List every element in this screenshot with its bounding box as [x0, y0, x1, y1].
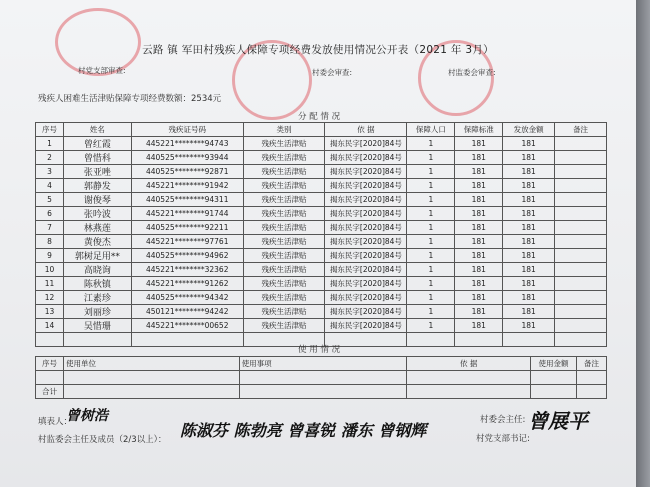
- col-header: 序号: [36, 357, 64, 371]
- table-cell: 揭东民字[2020]84号: [325, 263, 407, 277]
- supervisors-signatures: 陈淑芬 陈勃亮 曾喜锐 潘东 曾钢辉: [180, 421, 427, 440]
- table-cell: [555, 291, 607, 305]
- table-cell: 残疾生活津贴: [243, 179, 325, 193]
- table-cell: 残疾生活津贴: [243, 263, 325, 277]
- table-cell: 445221********91744: [131, 207, 243, 221]
- distribution-table: [35, 122, 607, 347]
- table-cell: 4: [36, 179, 64, 193]
- supervisors-label: 村监委会主任及成员（2/3以上）：: [38, 435, 167, 445]
- secretary-label: 村党支部书记:: [476, 434, 530, 444]
- table-row: [36, 221, 607, 235]
- usage-total-row: [36, 385, 607, 399]
- table-cell: [555, 319, 607, 333]
- table-cell: 残疾生活津贴: [243, 207, 325, 221]
- table-cell: 445221********94743: [131, 137, 243, 151]
- table-row: [36, 305, 607, 319]
- table-cell: 181: [503, 291, 555, 305]
- page-edge-shadow: [636, 0, 650, 487]
- table-cell: 181: [455, 165, 503, 179]
- table-cell: 5: [36, 193, 64, 207]
- table-cell: [555, 137, 607, 151]
- fund-amount-line: 残疾人困难生活津贴保障专项经费数额：2534元: [38, 94, 222, 104]
- table-cell: 揭东民字[2020]84号: [325, 151, 407, 165]
- table-cell: 残疾生活津贴: [243, 193, 325, 207]
- table-cell: 1: [407, 151, 455, 165]
- table-cell: 1: [407, 277, 455, 291]
- secretary-signature: 曾展平: [528, 409, 588, 433]
- table-cell: 揭东民字[2020]84号: [325, 207, 407, 221]
- col-header: 依 据: [325, 123, 407, 137]
- table-cell: 揭东民字[2020]84号: [325, 277, 407, 291]
- table-cell: 郭树足用**: [63, 249, 131, 263]
- table-cell: [555, 263, 607, 277]
- table-cell: 张吟波: [63, 207, 131, 221]
- table-cell: 谢俊琴: [63, 193, 131, 207]
- table-cell: 181: [455, 179, 503, 193]
- table-cell: 11: [36, 277, 64, 291]
- table-cell: 1: [407, 207, 455, 221]
- table-cell: 残疾生活津贴: [243, 165, 325, 179]
- col-header: 依 据: [407, 357, 531, 371]
- table-cell: 181: [503, 305, 555, 319]
- table-cell: 1: [407, 305, 455, 319]
- table-cell: 1: [407, 137, 455, 151]
- supervisory-review-label: 村监委会审查:: [448, 68, 496, 77]
- page-title: 云路 镇 军田村残疾人保障专项经费发放使用情况公开表（2021 年 3月）: [142, 44, 494, 56]
- table-cell: 445221********32362: [131, 263, 243, 277]
- table-cell: 181: [503, 277, 555, 291]
- table-cell: 曾红霞: [63, 137, 131, 151]
- table-cell: 揭东民字[2020]84号: [325, 291, 407, 305]
- table-cell: 残疾生活津贴: [243, 319, 325, 333]
- table-header-row: [36, 123, 607, 137]
- committee-review-label: 村委会审查:: [312, 68, 353, 77]
- table-cell: 181: [503, 151, 555, 165]
- table-cell: 1: [407, 221, 455, 235]
- col-header: 残疾证号码: [131, 123, 243, 137]
- table-cell: 13: [36, 305, 64, 319]
- col-header: 使用金额: [531, 357, 577, 371]
- table-cell: 7: [36, 221, 64, 235]
- table-row: [36, 179, 607, 193]
- table-cell: [555, 249, 607, 263]
- col-header: 备注: [576, 357, 606, 371]
- table-cell: 揭东民字[2020]84号: [325, 221, 407, 235]
- table-cell: 1: [407, 249, 455, 263]
- preparer-signature: 曾树浩: [66, 408, 108, 424]
- table-cell: 181: [503, 137, 555, 151]
- table-cell: 残疾生活津贴: [243, 291, 325, 305]
- table-cell: 郭静发: [63, 179, 131, 193]
- table-cell: 吴惜珊: [63, 319, 131, 333]
- table-cell: 江素珍: [63, 291, 131, 305]
- table-row: [36, 277, 607, 291]
- table-cell: 181: [455, 137, 503, 151]
- table-cell: 6: [36, 207, 64, 221]
- table-cell: [555, 151, 607, 165]
- table-cell: 181: [503, 179, 555, 193]
- table-cell: 1: [407, 179, 455, 193]
- table-cell: 181: [455, 151, 503, 165]
- table-cell: 揭东民字[2020]84号: [325, 193, 407, 207]
- table-cell: [555, 235, 607, 249]
- col-header: 序号: [36, 123, 64, 137]
- table-cell: 残疾生活津贴: [243, 305, 325, 319]
- table-row: [36, 235, 607, 249]
- table-cell: 揭东民字[2020]84号: [325, 165, 407, 179]
- col-header: 使用事项: [239, 357, 407, 371]
- total-label: 合计: [36, 385, 64, 399]
- table-cell: 445221********91942: [131, 179, 243, 193]
- table-cell: [555, 305, 607, 319]
- usage-table: [35, 356, 607, 399]
- table-cell: 10: [36, 263, 64, 277]
- table-cell: 181: [455, 193, 503, 207]
- table-cell: 揭东民字[2020]84号: [325, 319, 407, 333]
- table-cell: 181: [503, 235, 555, 249]
- table-cell: 1: [407, 235, 455, 249]
- table-cell: 440525********93944: [131, 151, 243, 165]
- table-cell: 181: [503, 207, 555, 221]
- preparer-label: 填表人：: [38, 417, 73, 427]
- table-cell: 181: [455, 291, 503, 305]
- col-header: 发放金额: [503, 123, 555, 137]
- table-cell: 2: [36, 151, 64, 165]
- table-cell: 1: [407, 263, 455, 277]
- table-cell: 181: [503, 319, 555, 333]
- table-cell: 揭东民字[2020]84号: [325, 305, 407, 319]
- section-usage-title: 使 用 情 况: [298, 345, 341, 355]
- table-cell: 445221********00652: [131, 319, 243, 333]
- party-secretary-review-label: 村党支部审查:: [78, 66, 126, 75]
- table-cell: 181: [455, 277, 503, 291]
- table-cell: 陈秋镇: [63, 277, 131, 291]
- table-cell: 1: [407, 291, 455, 305]
- table-cell: 181: [503, 221, 555, 235]
- usage-header-row: [36, 357, 607, 371]
- table-cell: 9: [36, 249, 64, 263]
- table-cell: 3: [36, 165, 64, 179]
- table-cell: 181: [503, 193, 555, 207]
- table-row: [36, 193, 607, 207]
- table-cell: [555, 221, 607, 235]
- table-cell: 1: [407, 193, 455, 207]
- table-cell: 440525********94962: [131, 249, 243, 263]
- table-cell: 8: [36, 235, 64, 249]
- director-label: 村委会主任:: [480, 415, 526, 425]
- col-header: 姓名: [63, 123, 131, 137]
- table-cell: 181: [503, 165, 555, 179]
- table-cell: 残疾生活津贴: [243, 249, 325, 263]
- col-header: 保障标准: [455, 123, 503, 137]
- table-row: [36, 291, 607, 305]
- table-cell: 181: [455, 221, 503, 235]
- table-row: [36, 319, 607, 333]
- table-cell: 440525********94342: [131, 291, 243, 305]
- table-cell: 残疾生活津贴: [243, 151, 325, 165]
- table-cell: [555, 179, 607, 193]
- table-cell: 残疾生活津贴: [243, 137, 325, 151]
- table-cell: 440525********92871: [131, 165, 243, 179]
- table-cell: [555, 165, 607, 179]
- table-cell: 440525********92211: [131, 221, 243, 235]
- table-cell: 揭东民字[2020]84号: [325, 137, 407, 151]
- table-cell: 181: [455, 235, 503, 249]
- table-cell: 445221********91262: [131, 277, 243, 291]
- table-cell: 林燕莲: [63, 221, 131, 235]
- table-cell: 揭东民字[2020]84号: [325, 249, 407, 263]
- table-row: [36, 151, 607, 165]
- table-cell: 黄俊杰: [63, 235, 131, 249]
- col-header: 使用单位: [63, 357, 239, 371]
- table-cell: 181: [455, 207, 503, 221]
- table-cell: 181: [503, 263, 555, 277]
- col-header: 类别: [243, 123, 325, 137]
- table-cell: [555, 277, 607, 291]
- col-header: 保障人口: [407, 123, 455, 137]
- table-row: [36, 263, 607, 277]
- table-cell: 刘丽珍: [63, 305, 131, 319]
- table-cell: 揭东民字[2020]84号: [325, 235, 407, 249]
- table-cell: 高晓询: [63, 263, 131, 277]
- table-cell: 1: [407, 319, 455, 333]
- table-cell: 12: [36, 291, 64, 305]
- usage-empty-row: [36, 371, 607, 385]
- table-cell: [555, 193, 607, 207]
- table-cell: 曾惜科: [63, 151, 131, 165]
- table-row: [36, 165, 607, 179]
- table-cell: 181: [455, 319, 503, 333]
- table-cell: 181: [455, 249, 503, 263]
- section-distribution-title: 分 配 情 况: [298, 112, 341, 122]
- table-cell: 440525********94311: [131, 193, 243, 207]
- table-cell: 450121********94242: [131, 305, 243, 319]
- table-cell: 1: [36, 137, 64, 151]
- table-cell: 1: [407, 165, 455, 179]
- table-cell: 181: [503, 249, 555, 263]
- table-cell: 残疾生活津贴: [243, 235, 325, 249]
- table-cell: 残疾生活津贴: [243, 221, 325, 235]
- table-row: [36, 137, 607, 151]
- table-cell: 445221********97761: [131, 235, 243, 249]
- table-cell: 残疾生活津贴: [243, 277, 325, 291]
- table-cell: 181: [455, 263, 503, 277]
- table-cell: 揭东民字[2020]84号: [325, 179, 407, 193]
- table-row: [36, 207, 607, 221]
- table-row: [36, 249, 607, 263]
- table-cell: 181: [455, 305, 503, 319]
- table-cell: [555, 207, 607, 221]
- table-cell: 张亚唑: [63, 165, 131, 179]
- col-header: 备注: [555, 123, 607, 137]
- table-cell: 14: [36, 319, 64, 333]
